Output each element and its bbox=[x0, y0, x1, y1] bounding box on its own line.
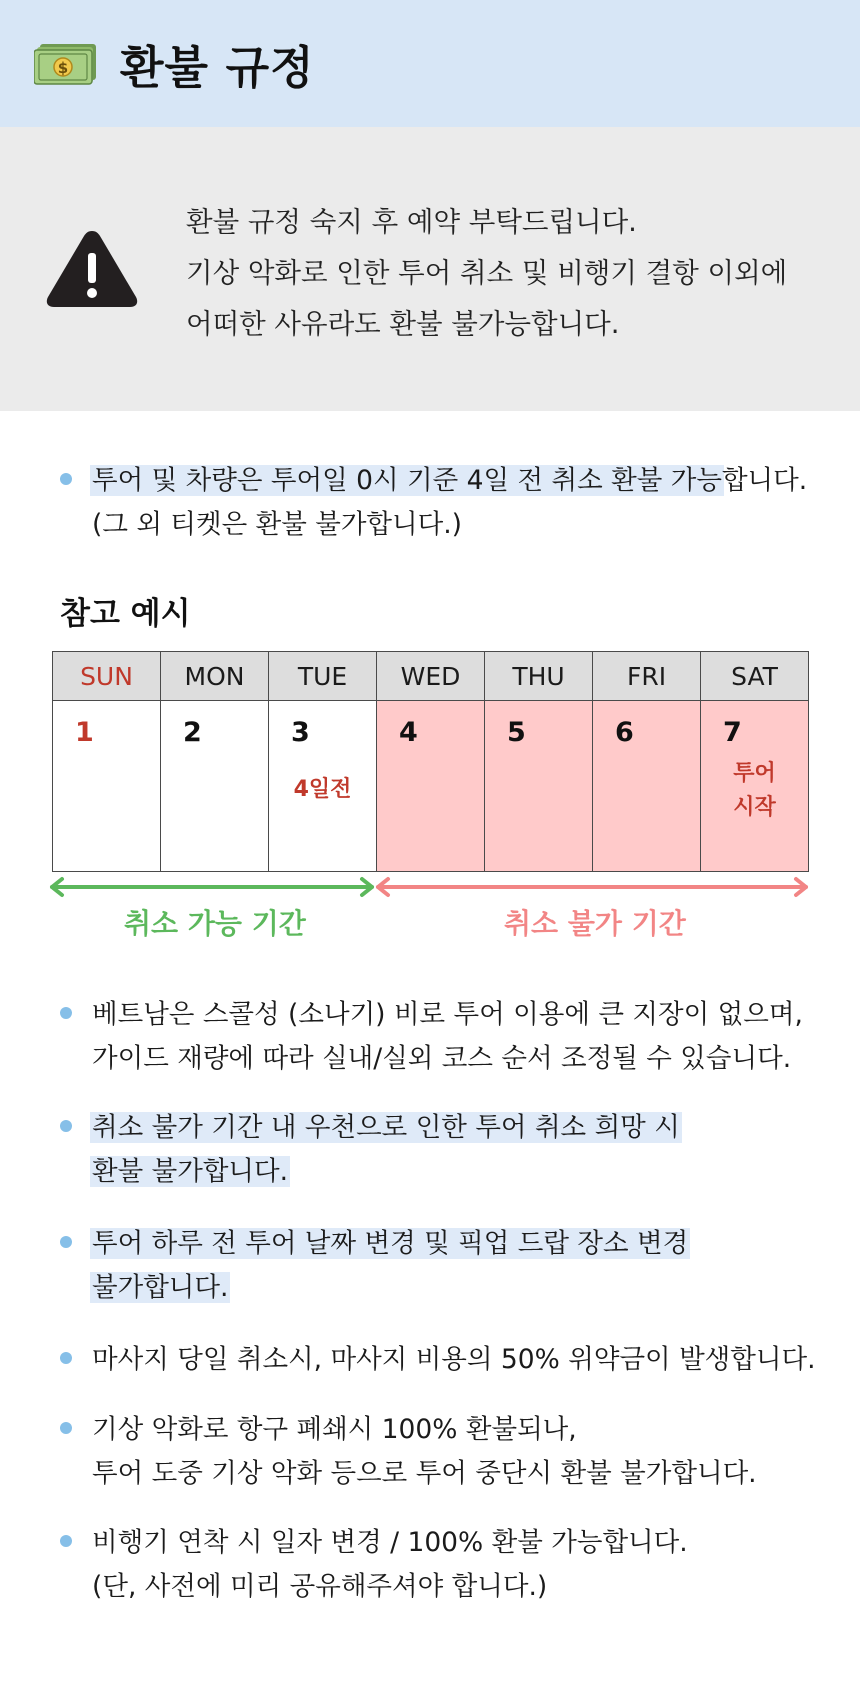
date-number: 6 bbox=[615, 717, 634, 748]
date-number: 4 bbox=[399, 717, 418, 748]
bullet-dot bbox=[60, 1352, 72, 1364]
bullet-dot bbox=[60, 1422, 72, 1434]
notice-line-2: 기상 악화로 인한 투어 취소 및 비행기 결항 이외에 bbox=[186, 257, 788, 289]
date-number: 3 bbox=[291, 717, 310, 748]
rule-line-2: (단, 사전에 미리 공유해주셔야 합니다.) bbox=[92, 1571, 548, 1602]
calendar-cell-6 bbox=[593, 701, 701, 872]
rule-line-2: 환불 불가합니다. bbox=[92, 1156, 289, 1187]
page-title: 환불 규정 bbox=[120, 41, 315, 94]
bullet-dot bbox=[60, 1535, 72, 1547]
rule-line-1: 베트남은 스콜성 (소나기) 비로 투어 이용에 큰 지장이 없으며, bbox=[92, 999, 803, 1030]
calendar-cell-5 bbox=[485, 701, 593, 872]
reference-title: 참고 예시 bbox=[60, 596, 191, 632]
cancel-ok-arrow bbox=[52, 879, 372, 895]
rule-line-2: 투어 도중 기상 악화 등으로 투어 중단시 환불 불가합니다. bbox=[92, 1458, 757, 1489]
calendar-cell-4 bbox=[377, 701, 485, 872]
tour-start-note-line-2: 시작 bbox=[733, 795, 776, 820]
calendar-cell-1 bbox=[53, 701, 161, 872]
day-header-fri: FRI bbox=[593, 652, 701, 701]
rule-line-2: 불가합니다. bbox=[92, 1272, 229, 1303]
date-number: 7 bbox=[723, 717, 742, 748]
bullet-dot bbox=[60, 473, 72, 485]
day-header-sat: SAT bbox=[701, 652, 809, 701]
day-header-sun: SUN bbox=[53, 652, 161, 701]
bullet-dot bbox=[60, 1120, 72, 1132]
day-header-thu: THU bbox=[485, 652, 593, 701]
cancel-no-arrow bbox=[378, 879, 806, 895]
warning-icon bbox=[44, 225, 140, 309]
money-bill-icon bbox=[34, 42, 98, 86]
rule-line-1: 마사지 당일 취소시, 마사지 비용의 50% 위약금이 발생합니다. bbox=[92, 1344, 816, 1375]
rule-line-2: 가이드 재량에 따라 실내/실외 코스 순서 조정될 수 있습니다. bbox=[92, 1043, 792, 1074]
rule-text: 합니다. bbox=[721, 465, 808, 496]
rule-line-1: 투어 하루 전 투어 날짜 변경 및 픽업 드랍 장소 변경 bbox=[92, 1228, 689, 1259]
date-number: 5 bbox=[507, 717, 526, 748]
day-header-tue: TUE bbox=[269, 652, 377, 701]
day-header-mon: MON bbox=[161, 652, 269, 701]
notice-box bbox=[0, 127, 860, 411]
date-number: 2 bbox=[183, 717, 202, 748]
tour-start-note bbox=[701, 757, 808, 825]
calendar-cell-2 bbox=[161, 701, 269, 872]
rule-line-1: 취소 불가 기간 내 우천으로 인한 투어 취소 희망 시 bbox=[92, 1112, 680, 1143]
calendar-cell-7 bbox=[701, 701, 809, 872]
date-number: 1 bbox=[75, 717, 94, 748]
header bbox=[0, 0, 860, 127]
calendar-example bbox=[52, 651, 809, 872]
bullet-dot bbox=[60, 1236, 72, 1248]
calendar-cell-3 bbox=[269, 701, 377, 872]
bullet-dot bbox=[60, 1007, 72, 1019]
notice-line-3: 어떠한 사유라도 환불 불가능합니다. bbox=[186, 308, 620, 340]
rule-highlight: 투어 및 차량은 투어일 0시 기준 4일 전 취소 환불 가능 bbox=[92, 465, 722, 496]
period-arrows bbox=[48, 876, 816, 898]
notice-line-1: 환불 규정 숙지 후 예약 부탁드립니다. bbox=[186, 206, 637, 238]
day-header-wed: WED bbox=[377, 652, 485, 701]
four-days-before-note: 4일전 bbox=[293, 777, 352, 802]
tour-start-note-line-1: 투어 bbox=[733, 761, 776, 786]
rule-line-1: 기상 악화로 항구 폐쇄시 100% 환불되나, bbox=[92, 1414, 577, 1445]
cancel-no-label: 취소 불가 기간 bbox=[504, 907, 686, 940]
rule-line-1: 비행기 연착 시 일자 변경 / 100% 환불 가능합니다. bbox=[92, 1527, 688, 1558]
cancel-ok-label: 취소 가능 기간 bbox=[124, 907, 306, 940]
svg-text:$: $ bbox=[57, 58, 69, 77]
rule-line-2: (그 외 티켓은 환불 불가합니다.) bbox=[92, 509, 462, 540]
